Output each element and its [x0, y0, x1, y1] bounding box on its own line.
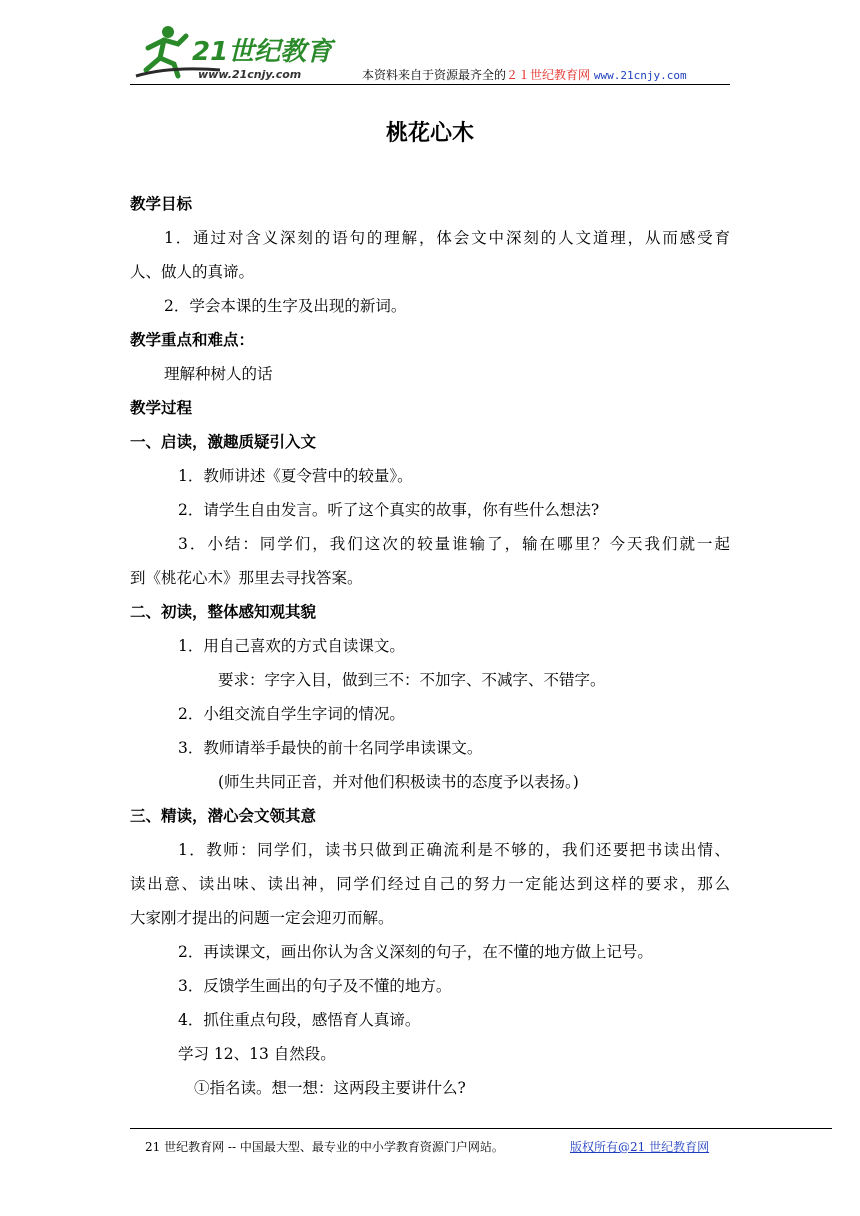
page-header — [130, 18, 730, 86]
footer-text: 21 世纪教育网 -- 中国最大型、最专业的中小学教育资源门户网站。 — [145, 1140, 504, 1154]
paragraph-line: 学习 12、13 自然段。 — [178, 1045, 336, 1063]
logo-url: www.21cnjy.com — [198, 68, 302, 81]
header-note-prefix: 本资料来自于资源最齐全的 — [362, 68, 507, 82]
section-heading-goals: 教学目标 — [130, 195, 193, 213]
list-item: 1．用自己喜欢的方式自读课文。 — [178, 637, 405, 655]
list-item: 2．再读课文，画出你认为含义深刻的句子，在不懂的地方做上记号。 — [178, 943, 653, 961]
section-heading-part-2: 二、初读，整体感知观其貌 — [130, 603, 317, 621]
list-item-note: 要求：字字入目，做到三不：不加字、不减字、不错字。 — [218, 671, 606, 689]
header-note — [362, 66, 687, 83]
paragraph-line: 1．通过对含义深刻的语句的理解，体会文中深刻的人文道理，从而感受育 — [164, 229, 730, 247]
document-title: 桃花心木 — [385, 121, 474, 146]
list-item: 3．教师请举手最快的前十名同学串读课文。 — [178, 739, 483, 757]
footer-divider — [130, 1128, 832, 1129]
paragraph-line: 大家刚才提出的问题一定会迎刃而解。 — [130, 909, 394, 927]
paragraph-line: 读出意、读出味、读出神，同学们经过自己的努力一定能达到这样的要求，那么 — [130, 875, 730, 893]
paragraph-line: 人、做人的真谛。 — [130, 263, 255, 281]
logo-21cnjy — [130, 18, 340, 84]
section-heading-part-3: 三、精读，潜心会文领其意 — [130, 807, 317, 825]
paragraph-line: 2．学会本课的生字及出现的新词。 — [164, 297, 407, 315]
list-item: 2．请学生自由发言。听了这个真实的故事，你有些什么想法? — [178, 501, 600, 519]
section-heading-process: 教学过程 — [130, 399, 193, 417]
section-heading-part-1: 一、启读，激趣质疑引入文 — [130, 433, 317, 451]
logo-text: 21世纪教育 — [192, 37, 333, 67]
paragraph-line: 到《桃花心木》那里去寻找答案。 — [130, 569, 363, 587]
footer-copyright-link[interactable]: 版权所有@21 世纪教育网 — [570, 1140, 710, 1154]
list-item: 2．小组交流自学生字词的情况。 — [178, 705, 405, 723]
list-item: 1．教师：同学们，读书只做到正确流利是不够的，我们还要把书读出情、 — [178, 841, 730, 859]
header-divider — [130, 84, 730, 85]
paragraph-line: 理解种树人的话 — [164, 365, 273, 383]
list-item: 4．抓住重点句段，感悟育人真谛。 — [178, 1011, 421, 1029]
list-item: 3．小结：同学们，我们这次的较量谁输了，输在哪里？今天我们就一起 — [178, 535, 730, 553]
list-item: ①指名读。想一想：这两段主要讲什么? — [194, 1079, 466, 1097]
list-item: 3．反馈学生画出的句子及不懂的地方。 — [178, 977, 452, 995]
list-item: 1．教师讲述《夏令营中的较量》。 — [178, 467, 413, 485]
header-note-url[interactable]: www.21cnjy.com — [593, 69, 687, 82]
list-item-note: (师生共同正音，并对他们积极读书的态度予以表扬。) — [218, 773, 579, 791]
section-heading-key-points: 教学重点和难点： — [130, 331, 255, 349]
header-note-site: ２１世纪教育网 — [506, 68, 591, 82]
